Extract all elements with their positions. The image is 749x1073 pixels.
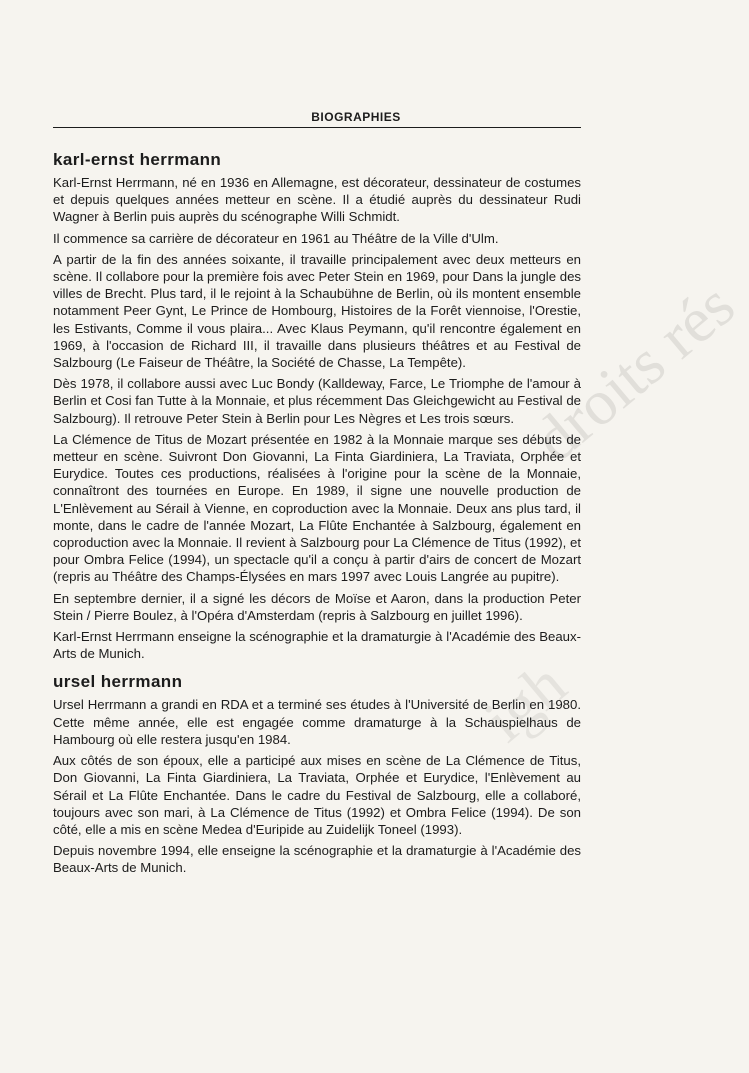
header-divider	[53, 127, 581, 128]
paragraph: Il commence sa carrière de décorateur en 1961 au Théâtre de la Ville d'Ulm.	[53, 230, 499, 246]
biographies-content	[53, 150, 581, 881]
paragraph: En septembre dernier, il a signé les décors de Moïse et Aaron, dans la production Peter Stein / Pierre Boulez, à l'Opéra d'Amsterdam (repris à Salzbourg en juillet 1996).	[53, 590, 581, 623]
biography-ursel	[53, 672, 581, 876]
paragraph: A partir de la fin des années soixante, il travaille principalement avec deux metteurs en scène. Il collabore pour la première fois avec Peter Stein en 1969, pour Dans la jungle des villes de Brecht. Plus tard, il le rejoint à la Schaubühne de Berlin, où ils montent ensemble notamment Peer Gynt, Le Prince de Hombourg, Histoires de la Forêt viennoise, l'Orestie, les Estivants, Comme il vous plaira... Avec Klaus Peymann, qu'il rencontre également en 1969, à l'occasion de Richard III, il travaille dans plusieurs théâtres et au Festival de Salzbourg (Le Faiseur de Théâtre, la Société de Chasse, La Tempête).	[53, 251, 581, 371]
paragraph: Aux côtés de son époux, elle a participé aux mises en scène de La Clémence de Titus, Don Giovanni, La Finta Giardiniera, La Traviata, Orphée et Eurydice, l'Enlèvement au Sérail et La Flûte Enchantée. Dans le cadre du Festival de Salzbourg, elle a collaboré, toujours avec son mari, à La Clémence de Titus (1992) et Ombra Felice (1994). De son côté, elle a mis en scène Medea d'Euripide au Zuidelijk Toneel (1993).	[53, 753, 581, 837]
paragraph: Ursel Herrmann a grandi en RDA et a terminé ses études à l'Université de Berlin en 1980. Cette même année, elle est engagée comme dramaturge à la Schauspielhaus de Hambourg où elle restera jusqu'en 1984.	[53, 697, 581, 747]
watermark-text-secondary: igh	[470, 648, 579, 756]
biography-name: ursel herrmann	[53, 672, 183, 692]
paragraph: Karl-Ernst Herrmann enseigne la scénographie et la dramaturgie à l'Académie des Beaux-Arts de Munich.	[53, 629, 581, 662]
biography-karl-ernst	[53, 150, 581, 662]
watermark-text: droits rés	[520, 268, 748, 476]
paragraph: Dès 1978, il collabore aussi avec Luc Bondy (Kalldeway, Farce, Le Triomphe de l'amour à Berlin et Cosi fan Tutte à la Monnaie, et plus récemment Das Gleichgewicht au Festival de Salzbourg). Il retrouve Peter Stein à Berlin pour Les Nègres et Les trois sœurs.	[53, 376, 581, 426]
paragraph: La Clémence de Titus de Mozart présentée en 1982 à la Monnaie marque ses débuts de metteur en scène. Suivront Don Giovanni, La Finta Giardiniera, La Traviata, Orphée et Eurydice. Toutes ces productions, réalisées à l'origine pour la scène de la Monnaie, connaîtront des tournées en Europe. En 1989, il signe une nouvelle production de L'Enlèvement au Sérail à Vienne, en coproduction avec la Monnaie. Deux ans plus tard, il monte, dans le cadre de l'année Mozart, La Flûte Enchantée à Salzbourg, également en coproduction avec la Monnaie. Il revient à Salzbourg pour La Clémence de Titus (1992), et pour Ombra Felice (1994), un spectacle qu'il a conçu à partir d'airs de concert de Mozart (repris au Théâtre des Champs-Élysées en mars 1997 avec Louis Langrée au pupitre).	[53, 431, 581, 585]
paragraph: Depuis novembre 1994, elle enseigne la scénographie et la dramaturgie à l'Académie des Beaux-Arts de Munich.	[53, 843, 581, 876]
page-header-title: BIOGRAPHIES	[311, 110, 401, 124]
paragraph: Karl-Ernst Herrmann, né en 1936 en Allemagne, est décorateur, dessinateur de costumes et depuis quelques années metteur en scène. Il a étudié auprès du dessinateur Rudi Wagner à Berlin puis auprès du scénographe Willi Schmidt.	[53, 175, 581, 225]
biography-name: karl-ernst herrmann	[53, 150, 222, 169]
